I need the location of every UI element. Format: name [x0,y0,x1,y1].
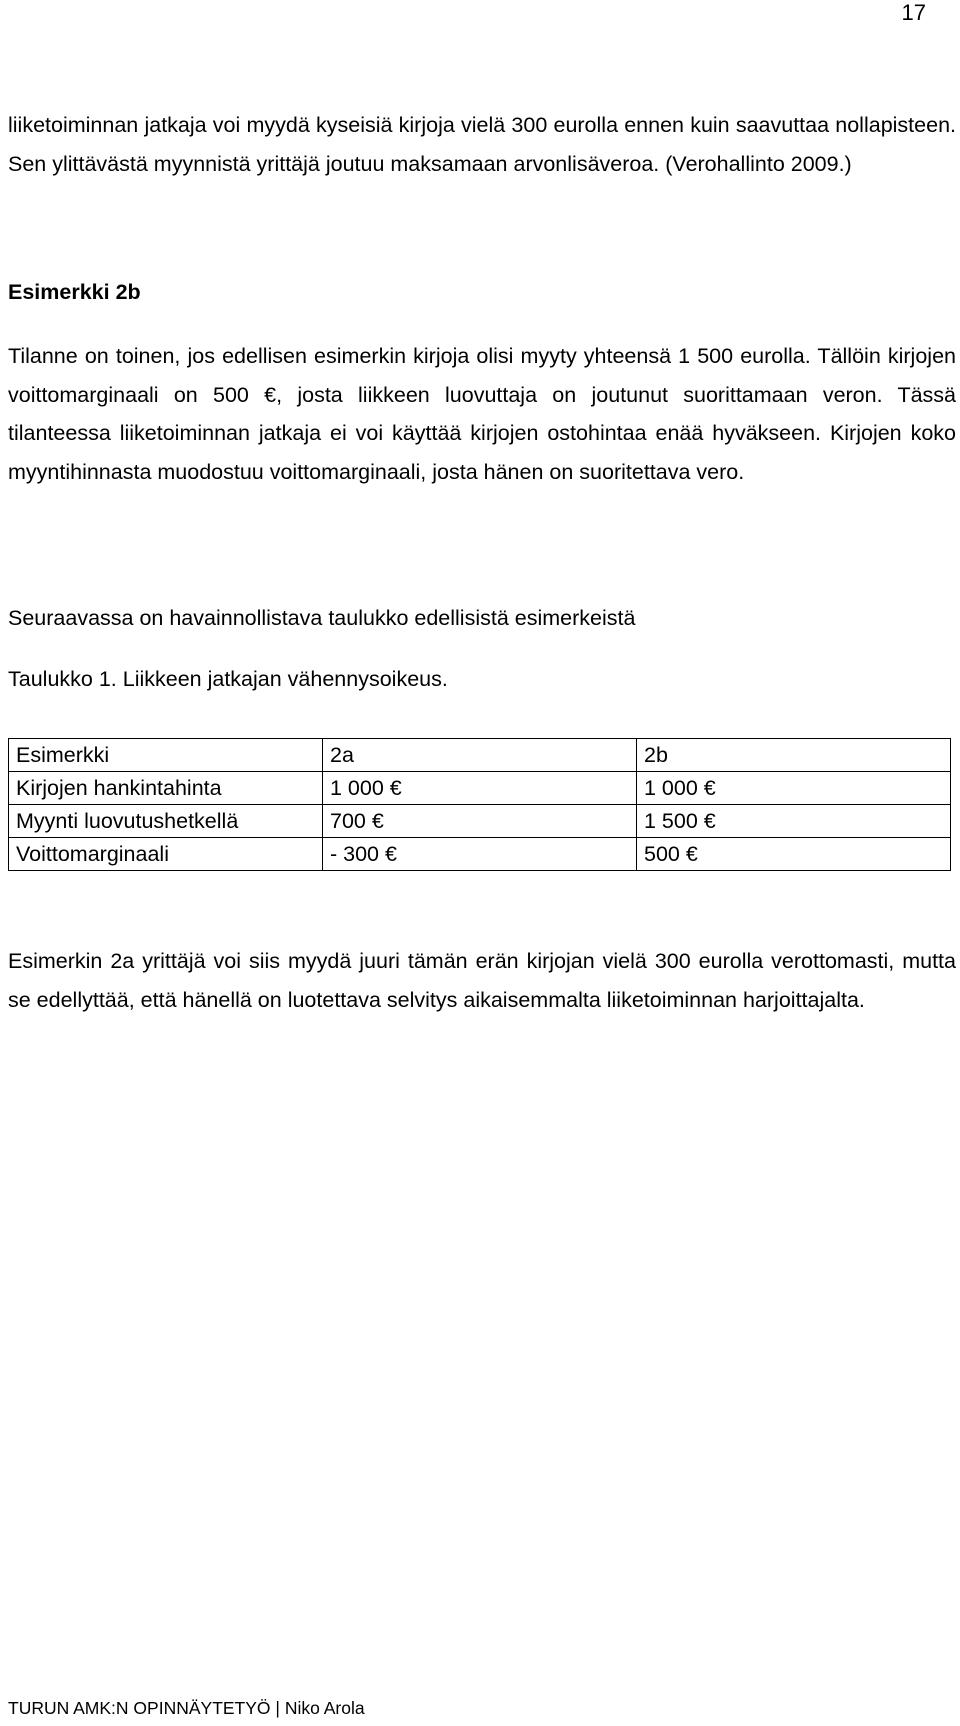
table-cell: 500 € [637,838,951,871]
table-row [9,838,951,871]
table-header-cell: 2a [323,739,637,772]
table-row [9,805,951,838]
section-heading: Esimerkki 2b [8,280,141,304]
paragraph-4: Esimerkin 2a yrittäjä voi siis myydä juuri tämän erän kirjojan vielä 300 eurolla verottomasti, mutta se edellyttää, että hänellä on luotettava selvitys aikaisemmalta liiketoiminnan harjoittajalta. [8,949,956,1012]
paragraph-1: liiketoiminnan jatkaja voi myydä kyseisiä kirjoja vielä 300 eurolla ennen kuin saavuttaa nollapisteen. Sen ylittävästä myynnistä yrittäjä joutuu maksamaan arvonlisäveroa. (Verohallinto 2009.) [8,113,956,176]
table-caption: Taulukko 1. Liikkeen jatkajan vähennysoikeus. [8,667,448,691]
paragraph-2: Tilanne on toinen, jos edellisen esimerkin kirjoja olisi myyty yhteensä 1 500 eurolla. Tällöin kirjojen voittomarginaali on 500 €, josta liikkeen luovuttaja on joutunut suorittamaan veron. Tässä tilanteessa liiketoiminnan jatkaja ei voi käyttää kirjojen ostohintaa enää hyväkseen. Kirjojen koko myyntihinnasta muodostuu voittomarginaali, josta hänen on suoritettava vero. [8,344,956,484]
table-cell: 1 000 € [637,772,951,805]
comparison-table [8,738,951,871]
table-row [9,772,951,805]
footer-author: Niko Arola [284,1698,365,1718]
page-number: 17 [901,0,926,25]
table-cell: Myynti luovutushetkellä [9,805,323,838]
table-cell: 1 000 € [323,772,637,805]
page-footer [8,1697,365,1719]
table-cell: 1 500 € [637,805,951,838]
table-cell: 700 € [323,805,637,838]
footer-institution: TURUN AMK:N OPINNÄYTETYÖ [8,1698,271,1718]
table-header-cell: 2b [637,739,951,772]
table-cell: Kirjojen hankintahinta [9,772,323,805]
table-cell: - 300 € [323,838,637,871]
table-header-row [9,739,951,772]
table-header-cell: Esimerkki [9,739,323,772]
table-cell: Voittomarginaali [9,838,323,871]
footer-separator: | [275,1698,280,1718]
paragraph-3: Seuraavassa on havainnollistava taulukko edellisistä esimerkeistä [8,606,636,630]
